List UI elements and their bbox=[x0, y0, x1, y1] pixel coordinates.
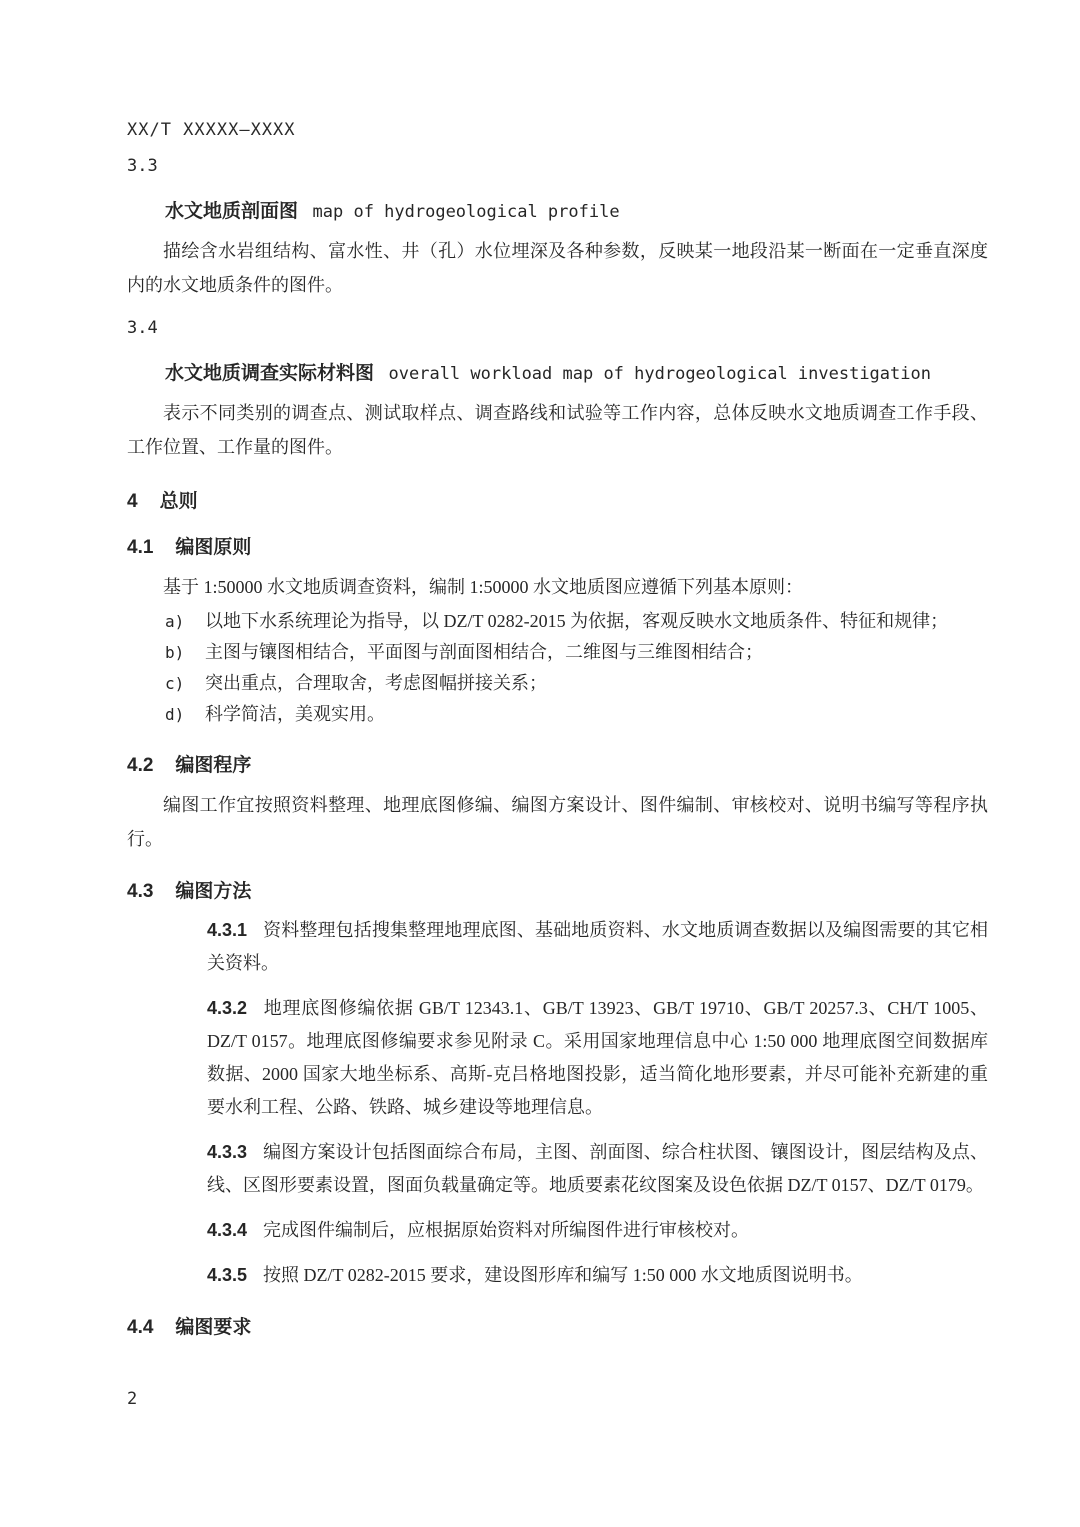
clause-4-3-5 bbox=[207, 1259, 988, 1292]
term-title-zh: 水文地质调查实际材料图 bbox=[165, 363, 375, 384]
term-number: 3.4 bbox=[127, 318, 158, 338]
clause-text: 资料整理包括搜集整理地理底图、基础地质资料、水文地质调查数据以及编图需要的其它相关资料。 bbox=[207, 920, 988, 973]
term-title bbox=[165, 196, 988, 222]
clause-number: 4.3.3 bbox=[207, 1142, 248, 1162]
list-text: 科学简洁，美观实用。 bbox=[205, 704, 385, 724]
list-item bbox=[127, 637, 988, 668]
clause-text: 编图方案设计包括图面综合布局，主图、剖面图、综合柱状图、镶图设计，图层结构及点、线、区图形要素设置，图面负载量确定等。地质要素花纹图案及设色依据 DZ/T 0157、DZ/T 0179。 bbox=[207, 1142, 988, 1195]
section-title: 编图原则 bbox=[175, 537, 252, 558]
list-item bbox=[127, 699, 988, 730]
clause-4-3-3 bbox=[207, 1136, 988, 1202]
section-number: 4.4 bbox=[127, 1317, 154, 1338]
term-number: 3.3 bbox=[127, 156, 158, 176]
chapter-number: 4 bbox=[127, 491, 138, 512]
term-definition: 表示不同类别的调查点、测试取样点、调查路线和试验等工作内容，总体反映水文地质调查工作手段、工作位置、工作量的图件。 bbox=[127, 403, 988, 457]
list-item bbox=[127, 606, 988, 637]
doc-code-header: XX/T XXXXX—XXXX bbox=[127, 120, 296, 140]
chapter-title: 总则 bbox=[159, 491, 198, 512]
section-heading-4-2 bbox=[127, 750, 988, 776]
section-number: 4.3 bbox=[127, 881, 154, 902]
section-body: 编图工作宜按照资料整理、地理底图修编、编图方案设计、图件编制、审核校对、说明书编写等程序执行。 bbox=[127, 795, 988, 849]
list-marker: b) bbox=[165, 643, 185, 662]
clause-number: 4.3.1 bbox=[207, 920, 248, 940]
chapter-heading bbox=[127, 486, 988, 512]
term-title-en: overall workload map of hydrogeological investigation bbox=[388, 364, 931, 384]
section-title: 编图要求 bbox=[175, 1317, 252, 1338]
clause-4-3-1 bbox=[207, 914, 988, 980]
list-marker: c) bbox=[165, 674, 185, 693]
section-heading-4-3 bbox=[127, 876, 988, 902]
list-marker: a) bbox=[165, 612, 185, 631]
section-heading-4-4 bbox=[127, 1312, 988, 1338]
section-number: 4.2 bbox=[127, 755, 154, 776]
list-text: 主图与镶图相结合，平面图与剖面图相结合，二维图与三维图相结合； bbox=[205, 642, 763, 662]
section-title: 编图方法 bbox=[175, 881, 252, 902]
list-text: 突出重点，合理取舍，考虑图幅拼接关系； bbox=[205, 673, 547, 693]
page-number: 2 bbox=[127, 1389, 138, 1409]
section-intro: 基于 1:50000 水文地质调查资料，编制 1:50000 水文地质图应遵循下列基本原则： bbox=[163, 577, 803, 597]
clause-4-3-4 bbox=[207, 1214, 988, 1247]
term-title bbox=[165, 358, 988, 384]
clause-text: 按照 DZ/T 0282-2015 要求，建设图形库和编写 1:50 000 水文地质图说明书。 bbox=[263, 1265, 863, 1285]
section-heading-4-1 bbox=[127, 532, 988, 558]
clause-number: 4.3.5 bbox=[207, 1265, 248, 1285]
clause-number: 4.3.2 bbox=[207, 998, 248, 1018]
clause-text: 地理底图修编依据 GB/T 12343.1、GB/T 13923、GB/T 19710、GB/T 20257.3、CH/T 1005、DZ/T 0157。地理底图修编要求参见附录 C。采用国家地理信息中心 1:50 000 地理底图空间数据库数据、2000 国家大地坐标系、高斯-克吕格地图投影，适当简化地形要素，并尽可能补充新建的重要水利工程、公路、铁路、城乡建设等地理信息。 bbox=[207, 998, 988, 1117]
clause-text: 完成图件编制后，应根据原始资料对所编图件进行审核校对。 bbox=[263, 1220, 750, 1240]
clause-number: 4.3.4 bbox=[207, 1220, 248, 1240]
list-item bbox=[127, 668, 988, 699]
section-number: 4.1 bbox=[127, 537, 154, 558]
list-marker: d) bbox=[165, 705, 185, 724]
section-title: 编图程序 bbox=[175, 755, 252, 776]
term-title-en: map of hydrogeological profile bbox=[312, 202, 620, 222]
term-definition: 描绘含水岩组结构、富水性、井（孔）水位埋深及各种参数，反映某一地段沿某一断面在一定垂直深度内的水文地质条件的图件。 bbox=[127, 241, 988, 295]
clause-4-3-2 bbox=[207, 992, 988, 1124]
term-title-zh: 水文地质剖面图 bbox=[165, 201, 299, 222]
list-text: 以地下水系统理论为指导，以 DZ/T 0282-2015 为依据，客观反映水文地质条件、特征和规律； bbox=[205, 611, 949, 631]
principles-list bbox=[127, 606, 988, 730]
